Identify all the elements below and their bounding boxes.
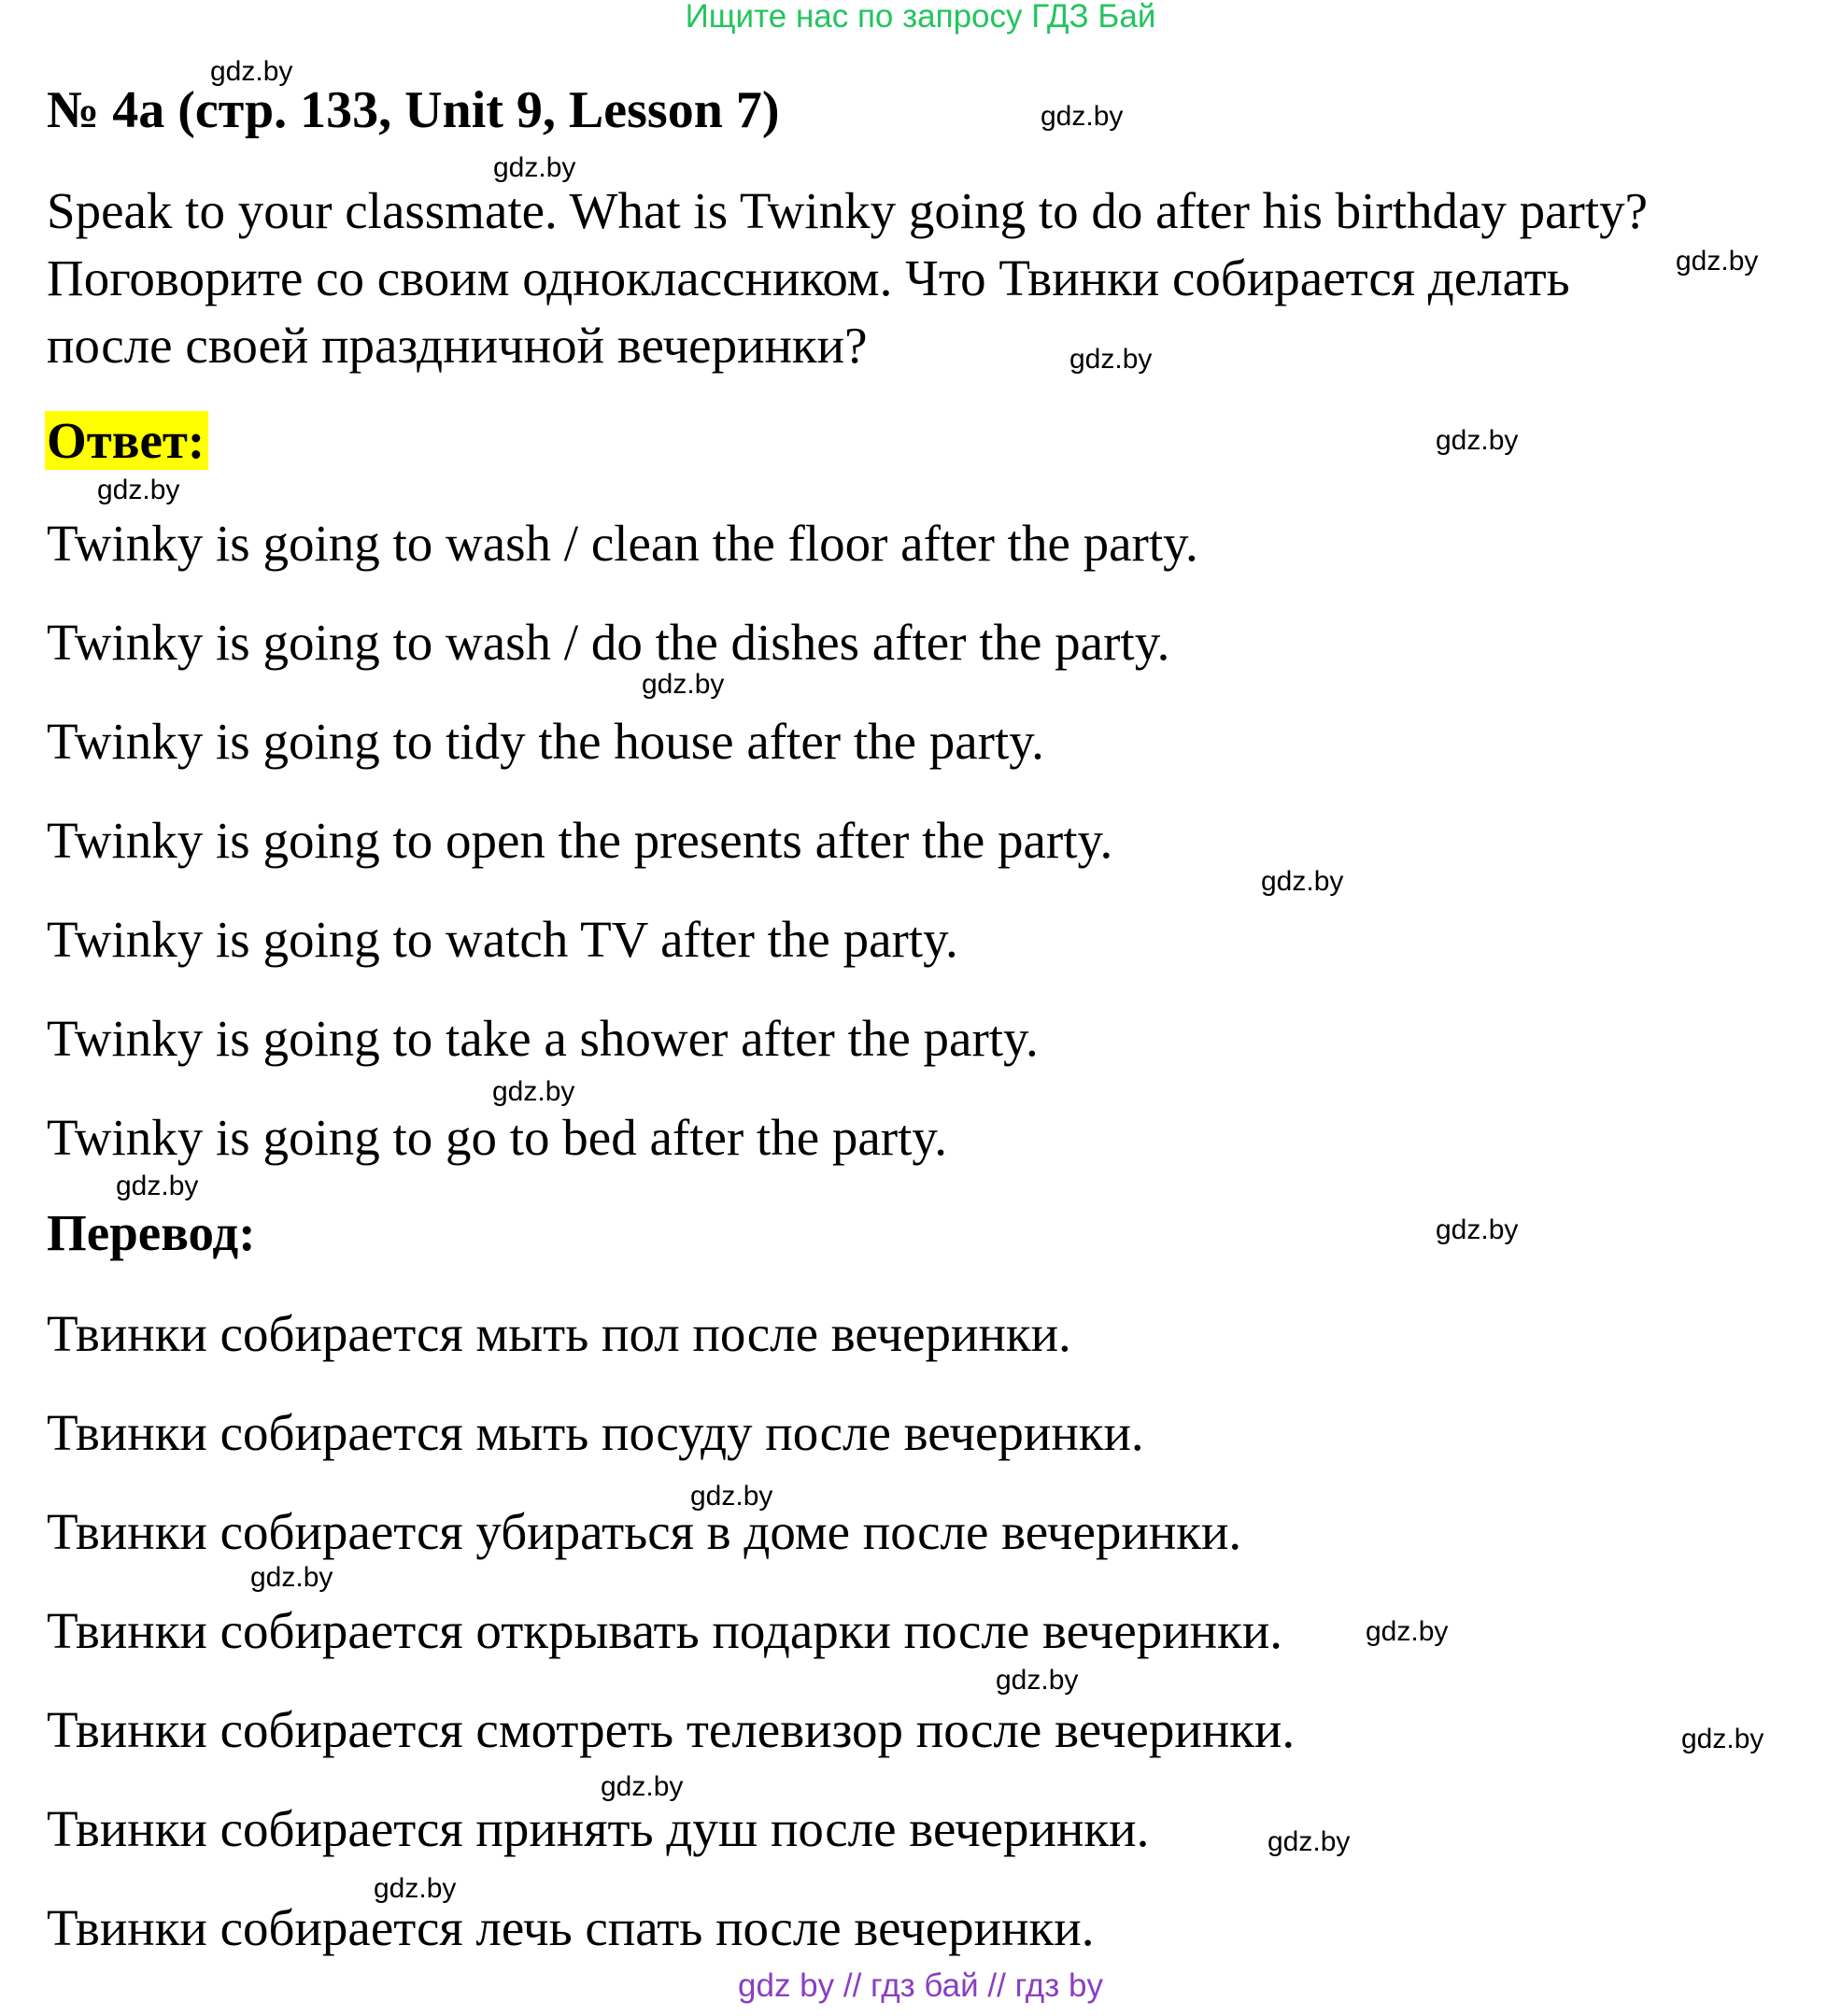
- answer-line: Twinky is going to wash / do the dishes after the party.: [47, 614, 1170, 671]
- translation-line: Твинки собирается открывать подарки после вечеринки.: [47, 1602, 1283, 1659]
- top-banner: Ищите нас по запросу ГДЗ Бай: [685, 0, 1156, 35]
- watermark: gdz.by: [493, 152, 576, 183]
- answer-line: Twinky is going to watch TV after the party.: [47, 911, 958, 968]
- translation-line: Твинки собирается лечь спать после вечеринки.: [47, 1899, 1095, 1956]
- answer-line: Twinky is going to take a shower after the party.: [47, 1010, 1039, 1067]
- watermark: gdz.by: [642, 669, 725, 700]
- answer-line: Twinky is going to open the presents after the party.: [47, 812, 1113, 869]
- watermark: gdz.by: [374, 1873, 457, 1904]
- watermark: gdz.by: [1436, 425, 1519, 456]
- watermark: gdz.by: [210, 56, 293, 87]
- translation-line: Твинки собирается убираться в доме после вечеринки.: [47, 1503, 1242, 1560]
- translation-line: Твинки собирается принять душ после вечеринки.: [47, 1800, 1150, 1857]
- answer-line: Twinky is going to tidy the house after the party.: [47, 713, 1044, 770]
- watermark: gdz.by: [996, 1665, 1079, 1696]
- answer-line: Twinky is going to go to bed after the party.: [47, 1109, 948, 1166]
- translation-line: Твинки собирается мыть пол после вечеринки.: [47, 1305, 1071, 1362]
- watermark: gdz.by: [1681, 1724, 1764, 1754]
- watermark: gdz.by: [250, 1562, 333, 1593]
- watermark: gdz.by: [492, 1076, 575, 1107]
- watermark: gdz.by: [1261, 866, 1344, 897]
- task-english: Speak to your classmate. What is Twinky going to do after his birthday party?: [47, 182, 1649, 239]
- answer-line: Twinky is going to wash / clean the floor after the party.: [47, 515, 1198, 572]
- watermark: gdz.by: [1069, 344, 1153, 375]
- watermark: gdz.by: [601, 1771, 684, 1802]
- watermark: gdz.by: [1041, 101, 1124, 132]
- footer-links: gdz by // гдз бай // гдз by: [738, 1967, 1103, 2004]
- translation-line: Твинки собирается мыть посуду после вечеринки.: [47, 1404, 1144, 1461]
- watermark: gdz.by: [1676, 246, 1759, 277]
- translation-heading: Перевод:: [47, 1204, 256, 1261]
- exercise-title: № 4a (стр. 133, Unit 9, Lesson 7): [47, 81, 780, 139]
- watermark: gdz.by: [97, 475, 180, 505]
- task-russian-line-2: после своей праздничной вечеринки?: [47, 317, 868, 374]
- task-russian-line-1: Поговорите со своим одноклассником. Что Твинки собирается делать: [47, 249, 1570, 306]
- translation-line: Твинки собирается смотреть телевизор после вечеринки.: [47, 1701, 1296, 1758]
- watermark: gdz.by: [690, 1481, 773, 1512]
- answer-heading: Ответ:: [45, 411, 208, 470]
- watermark: gdz.by: [116, 1171, 199, 1201]
- watermark: gdz.by: [1267, 1826, 1351, 1857]
- task-text: [47, 177, 1648, 379]
- watermark: gdz.by: [1366, 1616, 1449, 1647]
- watermark: gdz.by: [1436, 1214, 1519, 1245]
